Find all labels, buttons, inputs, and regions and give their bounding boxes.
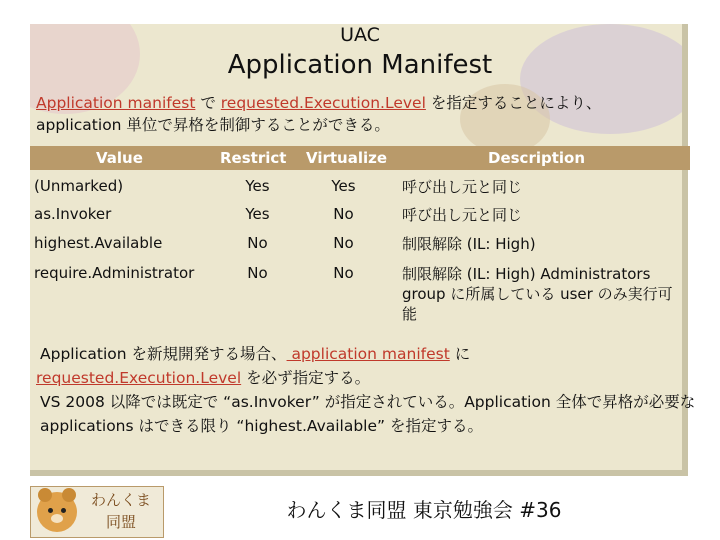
- guidance-paragraph-1: [36, 342, 696, 390]
- guidance-text-part: に: [449, 345, 471, 363]
- header-value: Value: [96, 149, 143, 167]
- cell-virtualize: No: [333, 234, 354, 252]
- table-row: [30, 230, 690, 260]
- intro-line-2: application 単位で昇格を制御することができる。: [36, 116, 390, 134]
- intro-paragraph: [36, 92, 686, 136]
- cell-value: (Unmarked): [34, 177, 124, 195]
- guidance-text-part: を必ず指定する。: [241, 369, 371, 387]
- slide-title: Application Manifest: [227, 50, 493, 80]
- cell-restrict: No: [247, 264, 268, 282]
- intro-text: を指定することにより、: [425, 94, 602, 112]
- application-manifest-link[interactable]: Application manifest: [36, 94, 196, 112]
- logo-line-1: わんくま: [90, 491, 151, 509]
- cell-virtualize: Yes: [331, 177, 356, 195]
- cell-description: 制限解除 (IL: High): [402, 235, 536, 253]
- table-row: [30, 170, 690, 200]
- requested-execution-level-link[interactable]: requested.Execution.Level: [220, 94, 426, 112]
- table-row: [30, 260, 690, 326]
- logo-text: [83, 489, 159, 533]
- logo-line-2: 同盟: [105, 513, 136, 531]
- cell-virtualize: No: [333, 264, 354, 282]
- header-virtualize: Virtualize: [306, 149, 388, 167]
- application-manifest-link[interactable]: application manifest: [286, 345, 450, 363]
- cell-description: 呼び出し元と同じ: [402, 178, 523, 196]
- requested-execution-level-link[interactable]: requested.Execution.Level: [36, 369, 242, 387]
- cell-restrict: No: [247, 234, 268, 252]
- guidance-text: [36, 342, 696, 438]
- cell-restrict: Yes: [245, 205, 270, 223]
- cell-virtualize: No: [333, 205, 354, 223]
- header-restrict: Restrict: [220, 149, 287, 167]
- manifest-table: [30, 146, 690, 326]
- wankuma-logo: [30, 486, 164, 538]
- cell-description: 呼び出し元と同じ: [402, 206, 523, 224]
- bear-icon: [37, 492, 77, 532]
- guidance-text-part: Application を新規開発する場合、: [40, 345, 287, 363]
- cell-value: as.Invoker: [34, 205, 112, 223]
- event-title: わんくま同盟 東京勉強会 #36: [286, 498, 562, 522]
- cell-restrict: Yes: [245, 177, 270, 195]
- cell-description: 制限解除 (IL: High) Administrators group に所属している user のみ実行可能: [402, 265, 673, 323]
- intro-text: で: [195, 94, 221, 112]
- cell-value: require.Administrator: [34, 264, 195, 282]
- header-description: Description: [488, 149, 586, 167]
- intro-line-1: [36, 92, 686, 114]
- slide-subtitle: UAC: [340, 24, 380, 46]
- table-header: [30, 146, 690, 170]
- cell-value: highest.Available: [34, 234, 163, 252]
- table-row: [30, 200, 690, 230]
- guidance-paragraph-2: VS 2008 以降では既定で “as.Invoker” が指定されている。Application 全体で昇格が必要な applications はできる限り “highest.Available” を指定する。: [40, 393, 696, 435]
